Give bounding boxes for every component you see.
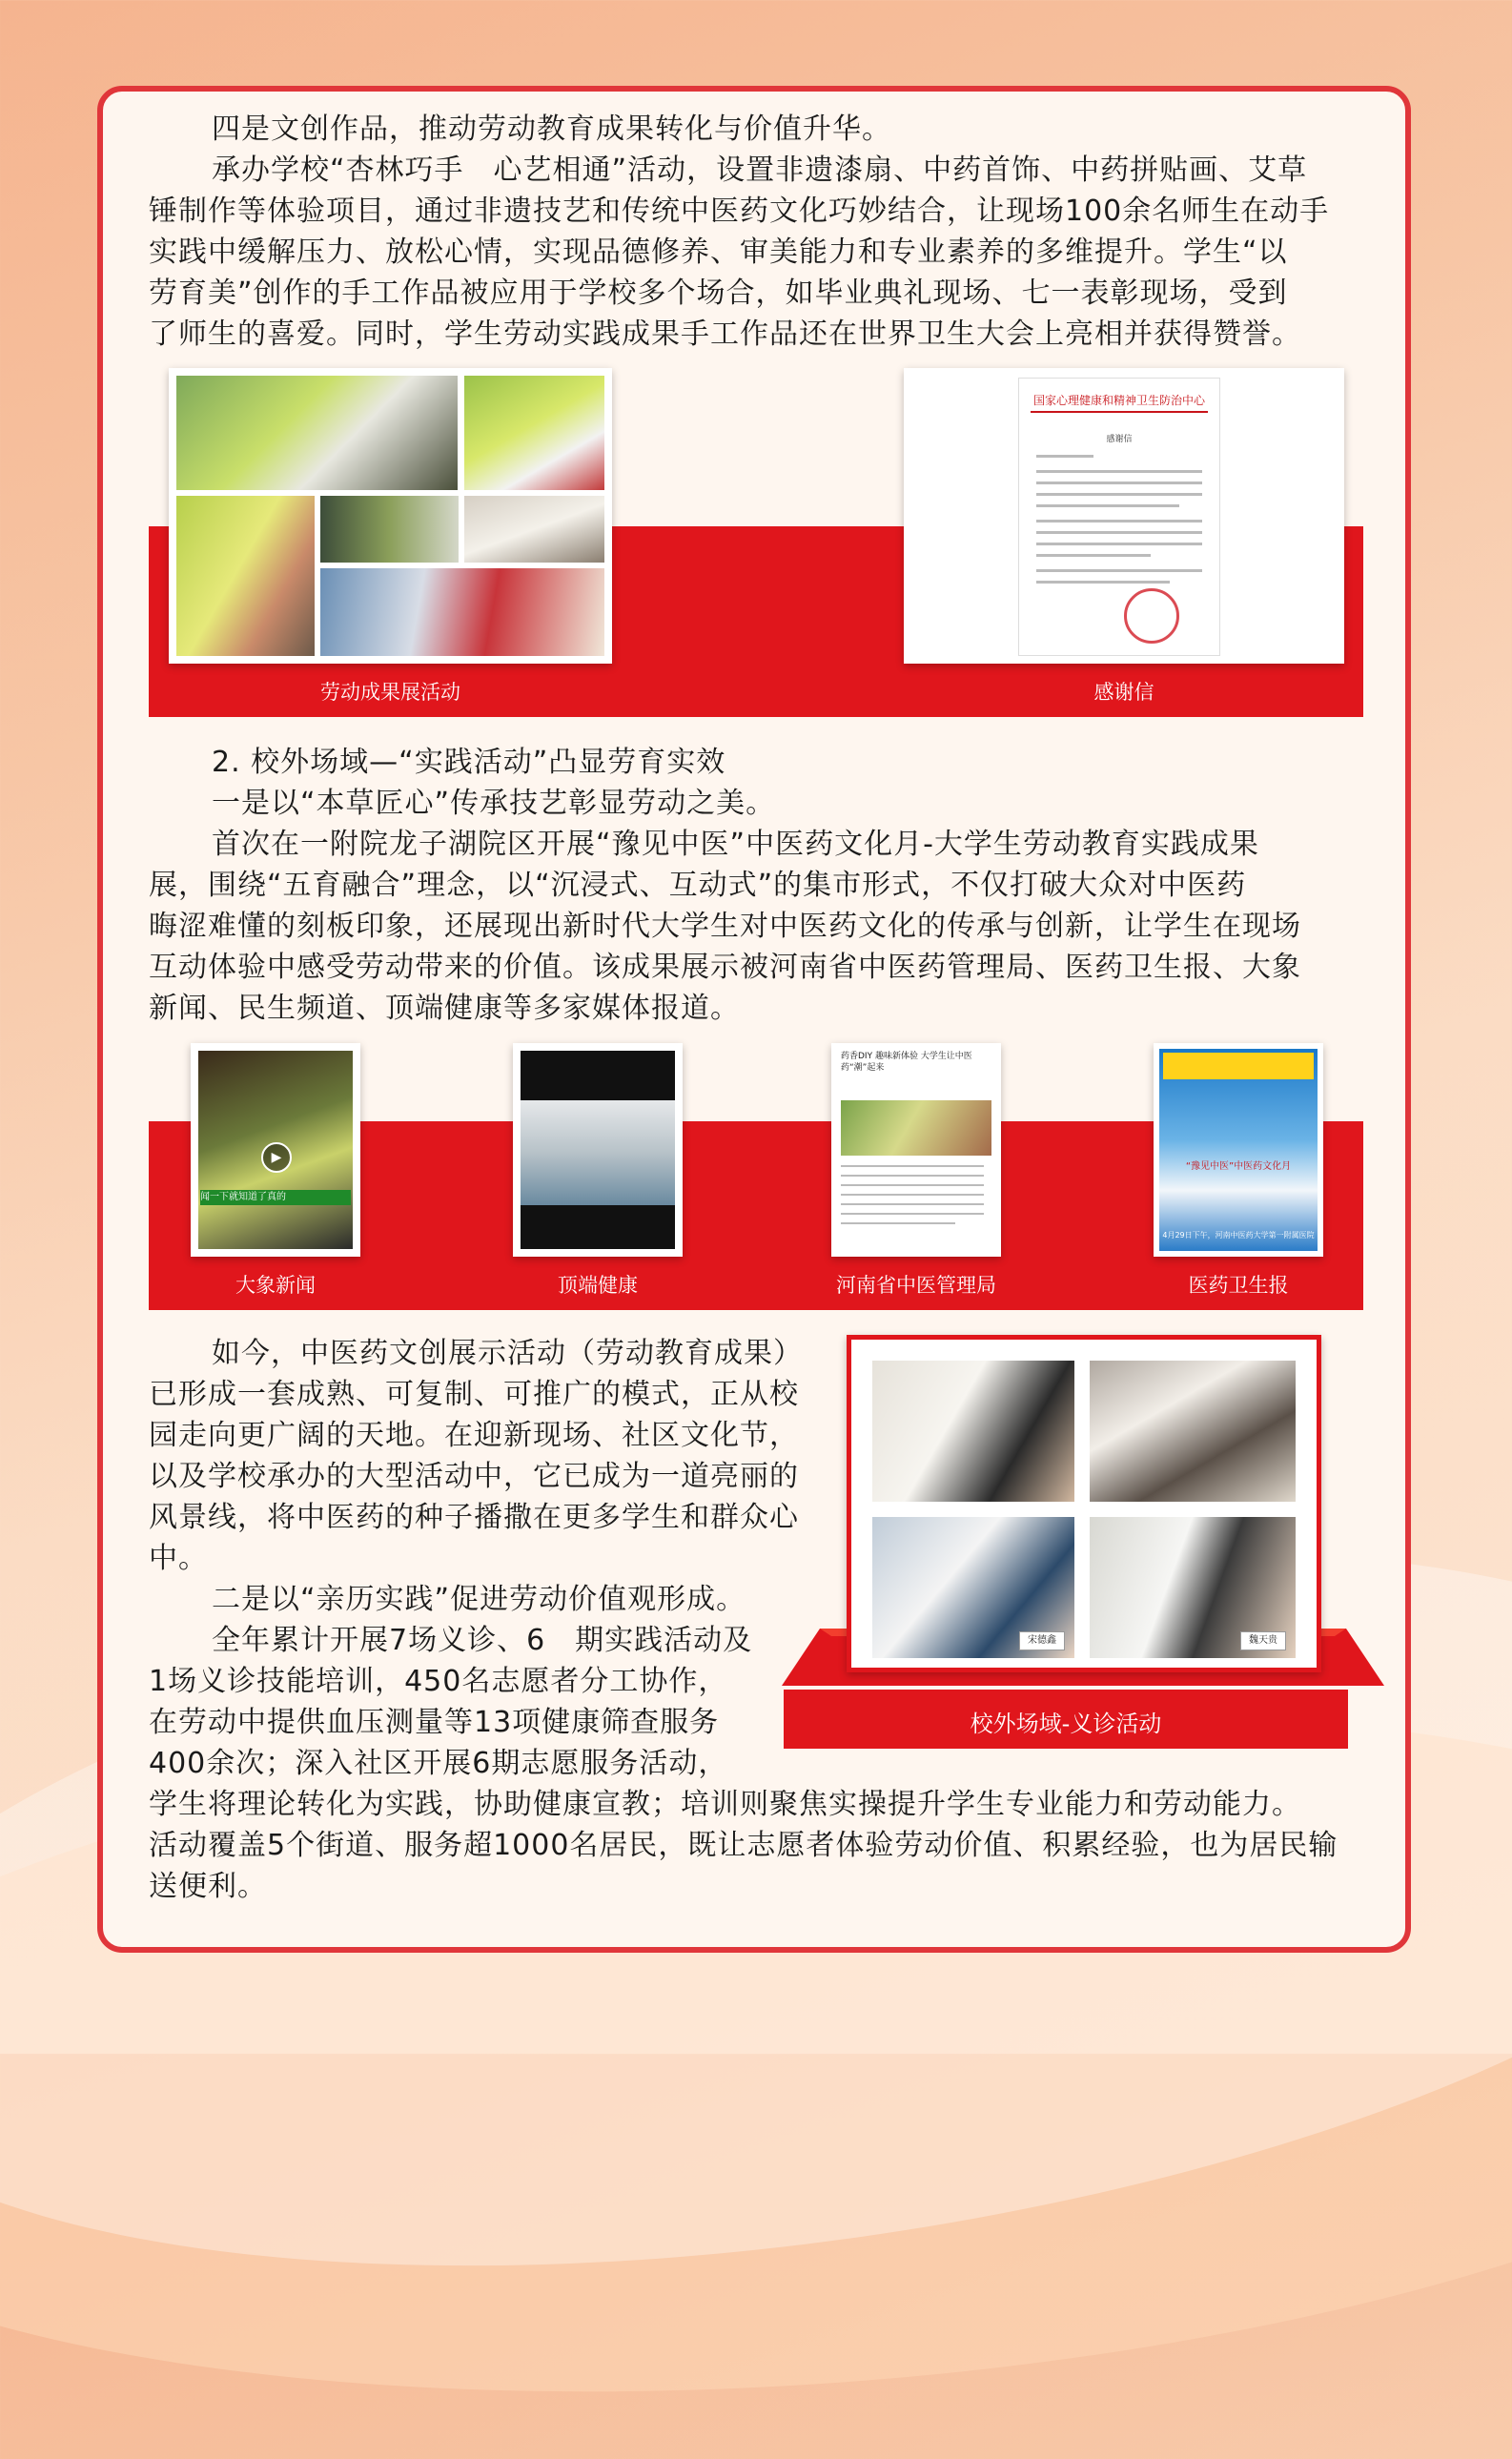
thank-you-letter-image <box>904 368 1344 664</box>
clinic-activity-photo-grid <box>847 1335 1321 1672</box>
play-icon[interactable]: ▶ <box>261 1142 292 1173</box>
poster-footer: 4月29日下午，河南中医药大学第一附属医院 <box>1162 1231 1315 1240</box>
section-title: 2. 校外场域—“实践活动”凸显劳育实效 <box>212 746 726 779</box>
paragraph-line: 首次在一附院龙子湖院区开展“豫见中医”中医药文化月-大学生劳动教育实践成果 <box>212 828 1259 861</box>
paragraph-line: 实践中缓解压力、放松心情，实现品德修养、审美能力和专业素养的多维提升。学生“以 <box>149 236 1288 269</box>
caption-activity: 劳动成果展活动 <box>320 681 460 704</box>
paragraph-line: 劳育美”创作的手工作品被应用于学校多个场合，如毕业典礼现场、七一表彰现场，受到 <box>149 277 1288 310</box>
video-overlay-text: 闻一下就知道了真的 <box>200 1190 351 1205</box>
paragraph-line: 晦涩难懂的刻板印象，还展现出新时代大学生对中医药文化的传承与创新，让学生在现场 <box>149 910 1301 943</box>
paragraph-line: 展，围绕“五育融合”理念，以“沉浸式、互动式”的集市形式，不仅打破大众对中医药 <box>149 869 1247 902</box>
paragraph-line: 锤制作等体验项目，通过非遗技艺和传统中医药文化巧妙结合，让现场100余名师生在动手 <box>149 195 1330 228</box>
name-tag: 宋德鑫 <box>1019 1631 1065 1650</box>
yiyao-weisheng-poster-thumbnail[interactable] <box>1154 1043 1323 1257</box>
subheading: 一是以“本草匠心”传承技艺彰显劳动之美。 <box>212 787 776 820</box>
letter-title: 感谢信 <box>1106 435 1133 444</box>
henan-tcm-article-thumbnail[interactable] <box>831 1043 1001 1257</box>
caption-letter: 感谢信 <box>1093 681 1154 704</box>
paragraph-line: 了师生的喜爱。同时，学生劳动实践成果手工作品还在世界卫生大会上亮相并获得赞誉。 <box>149 318 1301 351</box>
paragraph-line: 已形成一套成熟、可复制、可推广的模式，正从校 <box>149 1378 799 1411</box>
name-tag: 魏天贵 <box>1240 1631 1286 1650</box>
caption-media: 顶端健康 <box>558 1274 638 1297</box>
paragraph-line: 全年累计开展7场义诊、6 期实践活动及 <box>212 1624 753 1657</box>
paragraph-line: 在劳动中提供血压测量等13项健康筛查服务 <box>149 1706 720 1739</box>
caption-media: 河南省中医管理局 <box>836 1274 996 1297</box>
paragraph-line: 1场义诊技能培训，450名志愿者分工协作， <box>149 1665 728 1698</box>
article-headline: 药香DIY 趣味新体验 大学生让中医药“潮”起来 <box>841 1052 972 1073</box>
paragraph-line: 中。 <box>149 1542 208 1575</box>
dingduan-health-video-thumbnail[interactable] <box>513 1043 683 1257</box>
daxiang-news-video-thumbnail[interactable] <box>191 1043 360 1257</box>
poster-banner: “豫见中医”中医药文化月 <box>1185 1161 1292 1172</box>
paragraph-line: 以及学校承办的大型活动中，它已成为一道亮丽的 <box>149 1460 799 1493</box>
caption-media: 大象新闻 <box>235 1274 316 1297</box>
paragraph-line: 400余次；深入社区开展6期志愿服务活动， <box>149 1747 728 1780</box>
paragraph-line: 风景线，将中医药的种子播撒在更多学生和群众心 <box>149 1501 799 1534</box>
paragraph-line: 互动体验中感受劳动带来的价值。该成果展示被河南省中医药管理局、医药卫生报、大象 <box>149 951 1301 984</box>
paragraph-line: 学生将理论转化为实践，协助健康宣教；培训则聚焦实操提升学生专业能力和劳动能力。 <box>149 1788 1301 1821</box>
paragraph-line: 如今，中医药文创展示活动（劳动教育成果） <box>212 1337 803 1370</box>
paragraph-line: 园走向更广阔的天地。在迎新现场、社区文化节， <box>149 1419 799 1452</box>
section-heading: 四是文创作品，推动劳动教育成果转化与价值升华。 <box>212 113 891 146</box>
paragraph-line: 承办学校“杏林巧手 心艺相通”活动，设置非遗漆扇、中药首饰、中药拼贴画、艾草 <box>212 154 1308 187</box>
caption-clinic: 校外场域-义诊活动 <box>970 1711 1162 1737</box>
paragraph-line: 送便利。 <box>149 1870 267 1903</box>
letter-org: 国家心理健康和精神卫生防治中心 <box>1032 394 1205 407</box>
paragraph-line: 新闻、民生频道、顶端健康等多家媒体报道。 <box>149 992 740 1025</box>
caption-media: 医药卫生报 <box>1188 1274 1289 1297</box>
activity-collage-photo <box>169 368 612 664</box>
subheading: 二是以“亲历实践”促进劳动价值观形成。 <box>212 1583 746 1616</box>
paragraph-line: 活动覆盖5个街道、服务超1000名居民，既让志愿者体验劳动价值、积累经验，也为居民输 <box>149 1829 1338 1862</box>
